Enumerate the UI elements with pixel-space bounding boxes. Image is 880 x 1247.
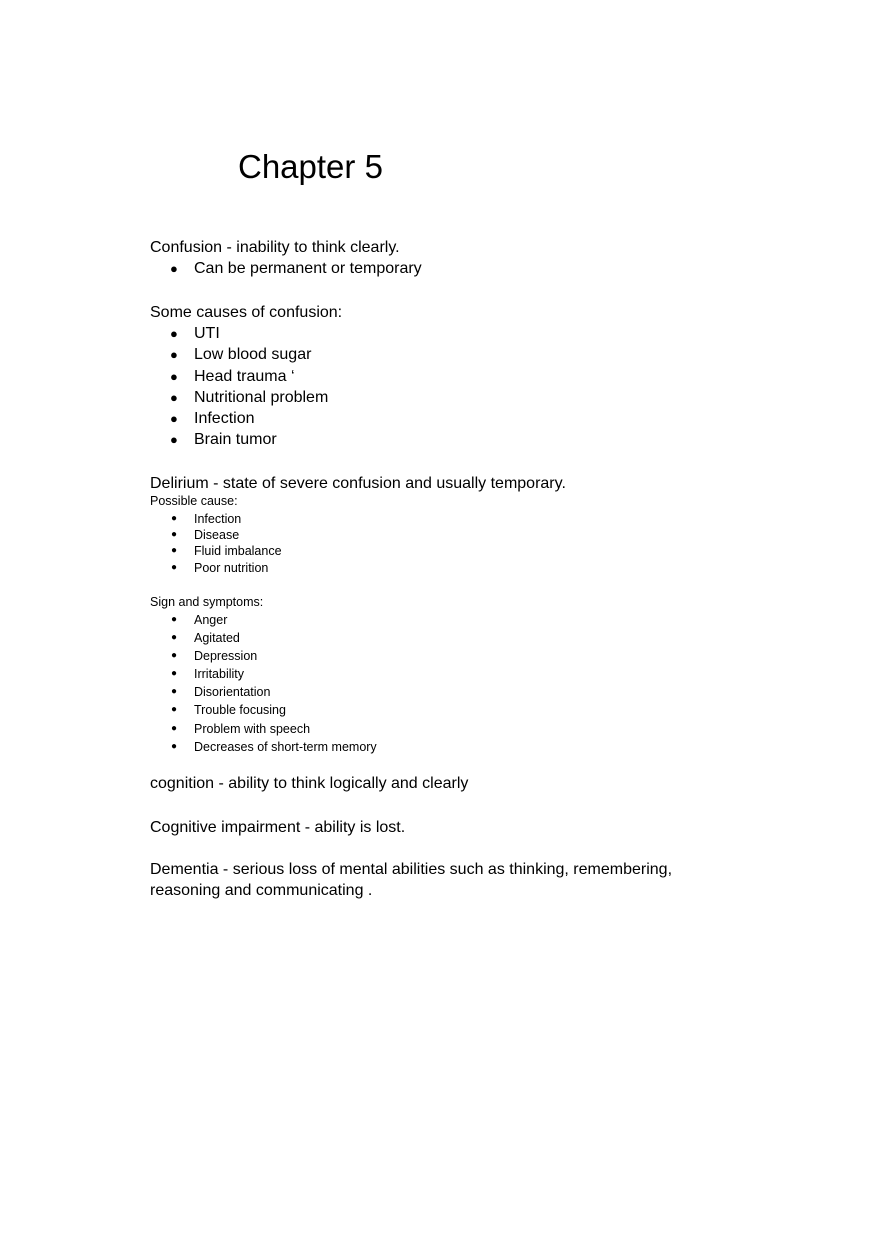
- bullet-icon: ●: [170, 411, 178, 427]
- list-item: ● Anger: [150, 611, 377, 629]
- list-item: ● Fluid imbalance: [171, 544, 282, 559]
- list-item: ● Depression: [150, 647, 377, 665]
- delirium-definition: Delirium - state of severe confusion and usually temporary.: [150, 475, 566, 492]
- dementia-definition-line-2: reasoning and communicating .: [150, 882, 373, 899]
- bullet-icon: ●: [170, 326, 178, 341]
- bullet-icon: ●: [171, 632, 178, 644]
- list-item: ● Poor nutrition: [171, 560, 269, 575]
- bullet-icon: ●: [171, 529, 178, 541]
- bullet-icon: ●: [170, 389, 178, 405]
- bullet-icon: ●: [171, 545, 178, 557]
- bullet-icon: ●: [171, 561, 178, 573]
- causes-list: [150, 323, 328, 451]
- list-item: ● Trouble focusing: [150, 701, 377, 719]
- bullet-icon: ●: [170, 432, 178, 448]
- bullet-icon: ●: [171, 740, 178, 752]
- list-item: ● Decreases of short-term memory: [150, 738, 377, 756]
- list-item: ● Head trauma ‘: [150, 366, 328, 387]
- list-item: ● Infection: [171, 512, 242, 526]
- cognitive-impairment-definition: Cognitive impairment - ability is lost.: [150, 819, 406, 836]
- list-item: ● Low blood sugar: [150, 344, 328, 365]
- list-item: ● Irritability: [150, 665, 377, 683]
- causes-heading: Some causes of confusion:: [150, 304, 343, 321]
- cognition-definition: cognition - ability to think logically and clearly: [150, 775, 469, 792]
- symptoms-list: [150, 611, 377, 756]
- list-item: ● Agitated: [150, 629, 377, 647]
- bullet-icon: ●: [171, 704, 178, 716]
- list-item: ● Brain tumor: [150, 429, 328, 450]
- confusion-list: [150, 258, 422, 279]
- list-item: ● Nutritional problem: [150, 387, 328, 408]
- list-item: ● Problem with speech: [150, 720, 377, 738]
- possible-cause-list: [150, 511, 282, 576]
- dementia-definition-line-1: Dementia - serious loss of mental abilities such as thinking, remembering,: [150, 861, 673, 878]
- list-item: ● Disorientation: [150, 683, 377, 701]
- list-item: ● Can be permanent or temporary: [150, 258, 422, 279]
- bullet-icon: ●: [171, 686, 178, 698]
- symptoms-heading: Sign and symptoms:: [150, 595, 264, 609]
- list-item: ● UTI: [150, 323, 328, 344]
- bullet-icon: ●: [171, 513, 178, 524]
- bullet-icon: ●: [171, 614, 178, 625]
- bullet-icon: ●: [170, 368, 178, 384]
- page-title: Chapter 5: [238, 148, 383, 185]
- list-item: ● Disease: [171, 528, 240, 543]
- bullet-icon: ●: [171, 650, 178, 662]
- bullet-icon: ●: [171, 722, 178, 734]
- bullet-icon: ●: [170, 347, 178, 363]
- bullet-icon: ●: [171, 668, 178, 680]
- bullet-icon: ●: [170, 261, 178, 276]
- list-item: ● Infection: [150, 408, 328, 429]
- possible-cause-heading: Possible cause:: [150, 494, 238, 508]
- confusion-definition: Confusion - inability to think clearly.: [150, 239, 400, 256]
